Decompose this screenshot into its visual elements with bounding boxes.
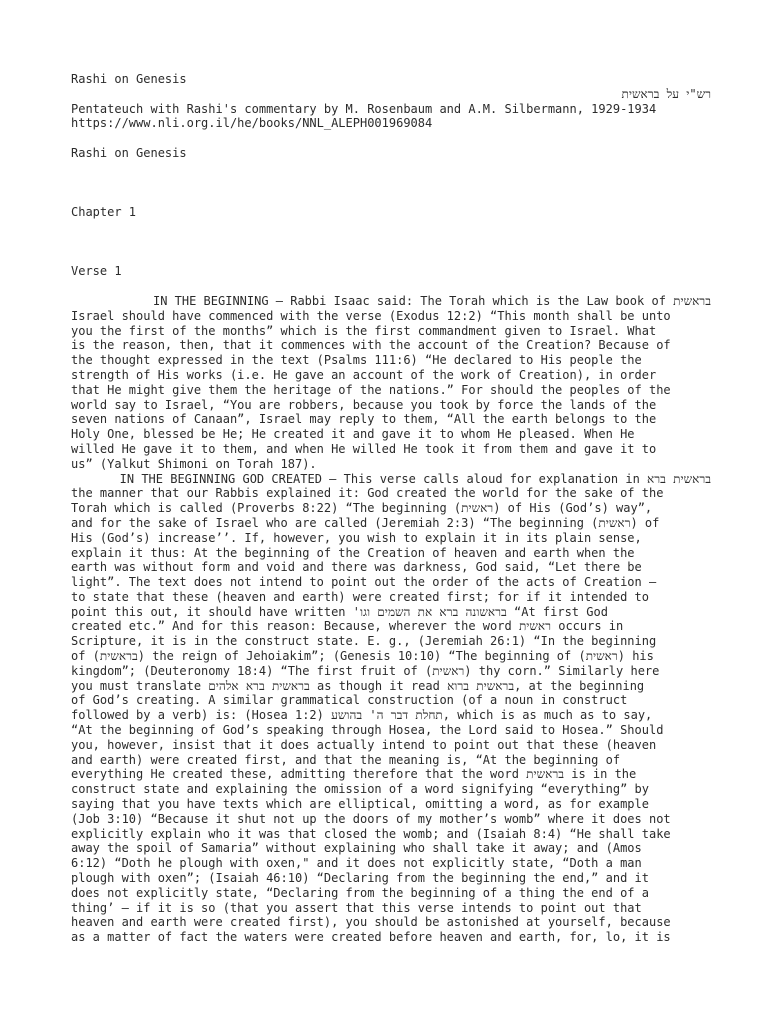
commentary-line: willed He gave it to them, and when He willed He took it from them and gave it to bbox=[71, 441, 657, 456]
commentary-line: away the spoil of Samaria” without explaining who shall take it away; and (Amos bbox=[71, 841, 642, 856]
commentary-line: and earth) were created first, and that the meaning is, “At the beginning of bbox=[71, 752, 621, 767]
commentary-line: created etc.” And for this reason: Because, wherever the word ראשית occurs in bbox=[71, 619, 624, 634]
commentary-line: followed by a verb) is: (Hosea 1:2) תחלת דבר ה' בהושע, which is as much as to say, bbox=[71, 708, 653, 723]
commentary-body bbox=[71, 294, 711, 945]
commentary-line: Scripture, it is in the construct state. E. g., (Jeremiah 26:1) “In the beginning bbox=[71, 634, 657, 649]
commentary-line: you the first of the months” which is the first commandment given to Israel. What bbox=[71, 323, 657, 338]
commentary-line: His (God’s) increase’’. If, however, you wish to explain it in its plain sense, bbox=[71, 530, 642, 545]
book-title-english: Rashi on Genesis bbox=[71, 72, 187, 86]
commentary-line: earth was without form and void and there was darkness, God said, “Let there be bbox=[71, 560, 642, 575]
commentary-line: בראשית IN THE BEGINNING — Rabbi Isaac said: The Torah which is the Law book of bbox=[152, 293, 711, 308]
chapter-heading: Chapter 1 bbox=[71, 205, 137, 220]
commentary-line: of (בראשית) the reign of Jehoiakim”; (Genesis 10:10) “The beginning of (ראשית) his bbox=[71, 649, 654, 664]
spacer bbox=[71, 161, 711, 205]
commentary-line: explicitly explain who it was that closed the womb; and (Isaiah 8:4) “He shall take bbox=[71, 826, 671, 841]
commentary-line: 6:12) “Doth he plough with oxen," and it does not explicitly state, “Doth a man bbox=[71, 856, 642, 871]
source-url: https://www.nli.org.il/he/books/NNL_ALEPH001969084 bbox=[71, 116, 433, 131]
commentary-line: construct state and explaining the omission of a word signifying “everything” by bbox=[71, 782, 649, 797]
commentary-line: everything He created these, admitting therefore that the word בראשית is in the bbox=[71, 767, 637, 782]
commentary-line: Holy One, blessed be He; He created it and gave it to whom He pleased. When He bbox=[71, 427, 635, 442]
commentary-line: strength of His works (i.e. He gave an account of the work of Creation), in order bbox=[71, 367, 657, 382]
commentary-line: thing’ — if it is so (that you assert that this verse intends to point out that bbox=[71, 900, 642, 915]
commentary-line: that He might give them the heritage of the nations.” For should the peoples of the bbox=[71, 382, 671, 397]
commentary-line: point this out, it should have written 'בראשונה ברא את השמים וגו “At first God bbox=[71, 604, 608, 619]
verse-heading: Verse 1 bbox=[71, 264, 122, 279]
commentary-line: world say to Israel, “You are robbers, because you took by force the lands of the bbox=[71, 397, 657, 412]
spacer bbox=[71, 131, 711, 146]
source-citation: Pentateuch with Rashi's commentary by M. Rosenbaum and A.M. Silbermann, 1929-1934 bbox=[71, 101, 657, 116]
spacer bbox=[71, 220, 711, 264]
commentary-line: to state that these (heaven and earth) were created first; for if it intended to bbox=[71, 589, 649, 604]
commentary-line: בראשית ברא IN THE BEGINNING GOD CREATED — This verse calls aloud for explanation in bbox=[119, 471, 711, 486]
commentary-line: explain it thus: At the beginning of the Creation of heaven and earth when the bbox=[71, 545, 635, 560]
commentary-line: kingdom”; (Deuteronomy 18:4) “The first fruit of (ראשית) thy corn.” Similarly here bbox=[71, 663, 660, 678]
document-page bbox=[71, 72, 711, 945]
document-subtitle: Rashi on Genesis bbox=[71, 145, 187, 160]
commentary-line: light”. The text does not intend to point out the order of the acts of Creation — bbox=[71, 575, 657, 590]
commentary-line: plough with oxen”; (Isaiah 46:10) “Declaring from the beginning the end,” and it bbox=[71, 871, 649, 886]
commentary-line: Israel should have commenced with the verse (Exodus 12:2) “This month shall be unto bbox=[71, 308, 671, 323]
commentary-line: does not explicitly state, “Declaring from the beginning of a thing the end of a bbox=[71, 885, 649, 900]
commentary-line: the manner that our Rabbis explained it: God created the world for the sake of the bbox=[71, 486, 664, 501]
commentary-line: you must translate בראשית ברא אלהים as though it read בראשית ברוא, at the beginning bbox=[71, 678, 645, 693]
commentary-line: is the reason, then, that it commences with the account of the Creation? Because of bbox=[71, 338, 671, 353]
commentary-line: Torah which is called (Proverbs 8:22) “The beginning (ראשית) of His (God’s) way”, bbox=[71, 501, 653, 516]
commentary-line: seven nations of Canaan”, Israel may reply to them, “All the earth belongs to the bbox=[71, 412, 657, 427]
commentary-line: of God’s creating. A similar grammatical construction (of a noun in construct bbox=[71, 693, 628, 708]
commentary-line: “At the beginning of God’s speaking through Hosea, the Lord said to Hosea.” Should bbox=[71, 723, 664, 738]
commentary-line: you, however, insist that it does actually intend to point out that these (heaven bbox=[71, 737, 657, 752]
spacer bbox=[71, 279, 711, 294]
commentary-line: heaven and earth were created first), you should be astonished at yourself, because bbox=[71, 915, 671, 930]
commentary-line: and for the sake of Israel who are called (Jeremiah 2:3) “The beginning (ראשית) of bbox=[71, 515, 660, 530]
commentary-line: the thought expressed in the text (Psalms 111:6) “He declared to His people the bbox=[71, 353, 642, 368]
book-title-hebrew: רש"י על בראשית bbox=[621, 86, 711, 101]
commentary-line: as a matter of fact the waters were created before heaven and earth, for, lo, it is bbox=[71, 930, 671, 945]
commentary-line: (Job 3:10) “Because it shut not up the doors of my mother’s womb” where it does not bbox=[71, 811, 671, 826]
commentary-line: us” (Yalkut Shimoni on Torah 187). bbox=[71, 456, 317, 471]
commentary-line: saying that you have texts which are elliptical, omitting a word, as for example bbox=[71, 797, 649, 812]
